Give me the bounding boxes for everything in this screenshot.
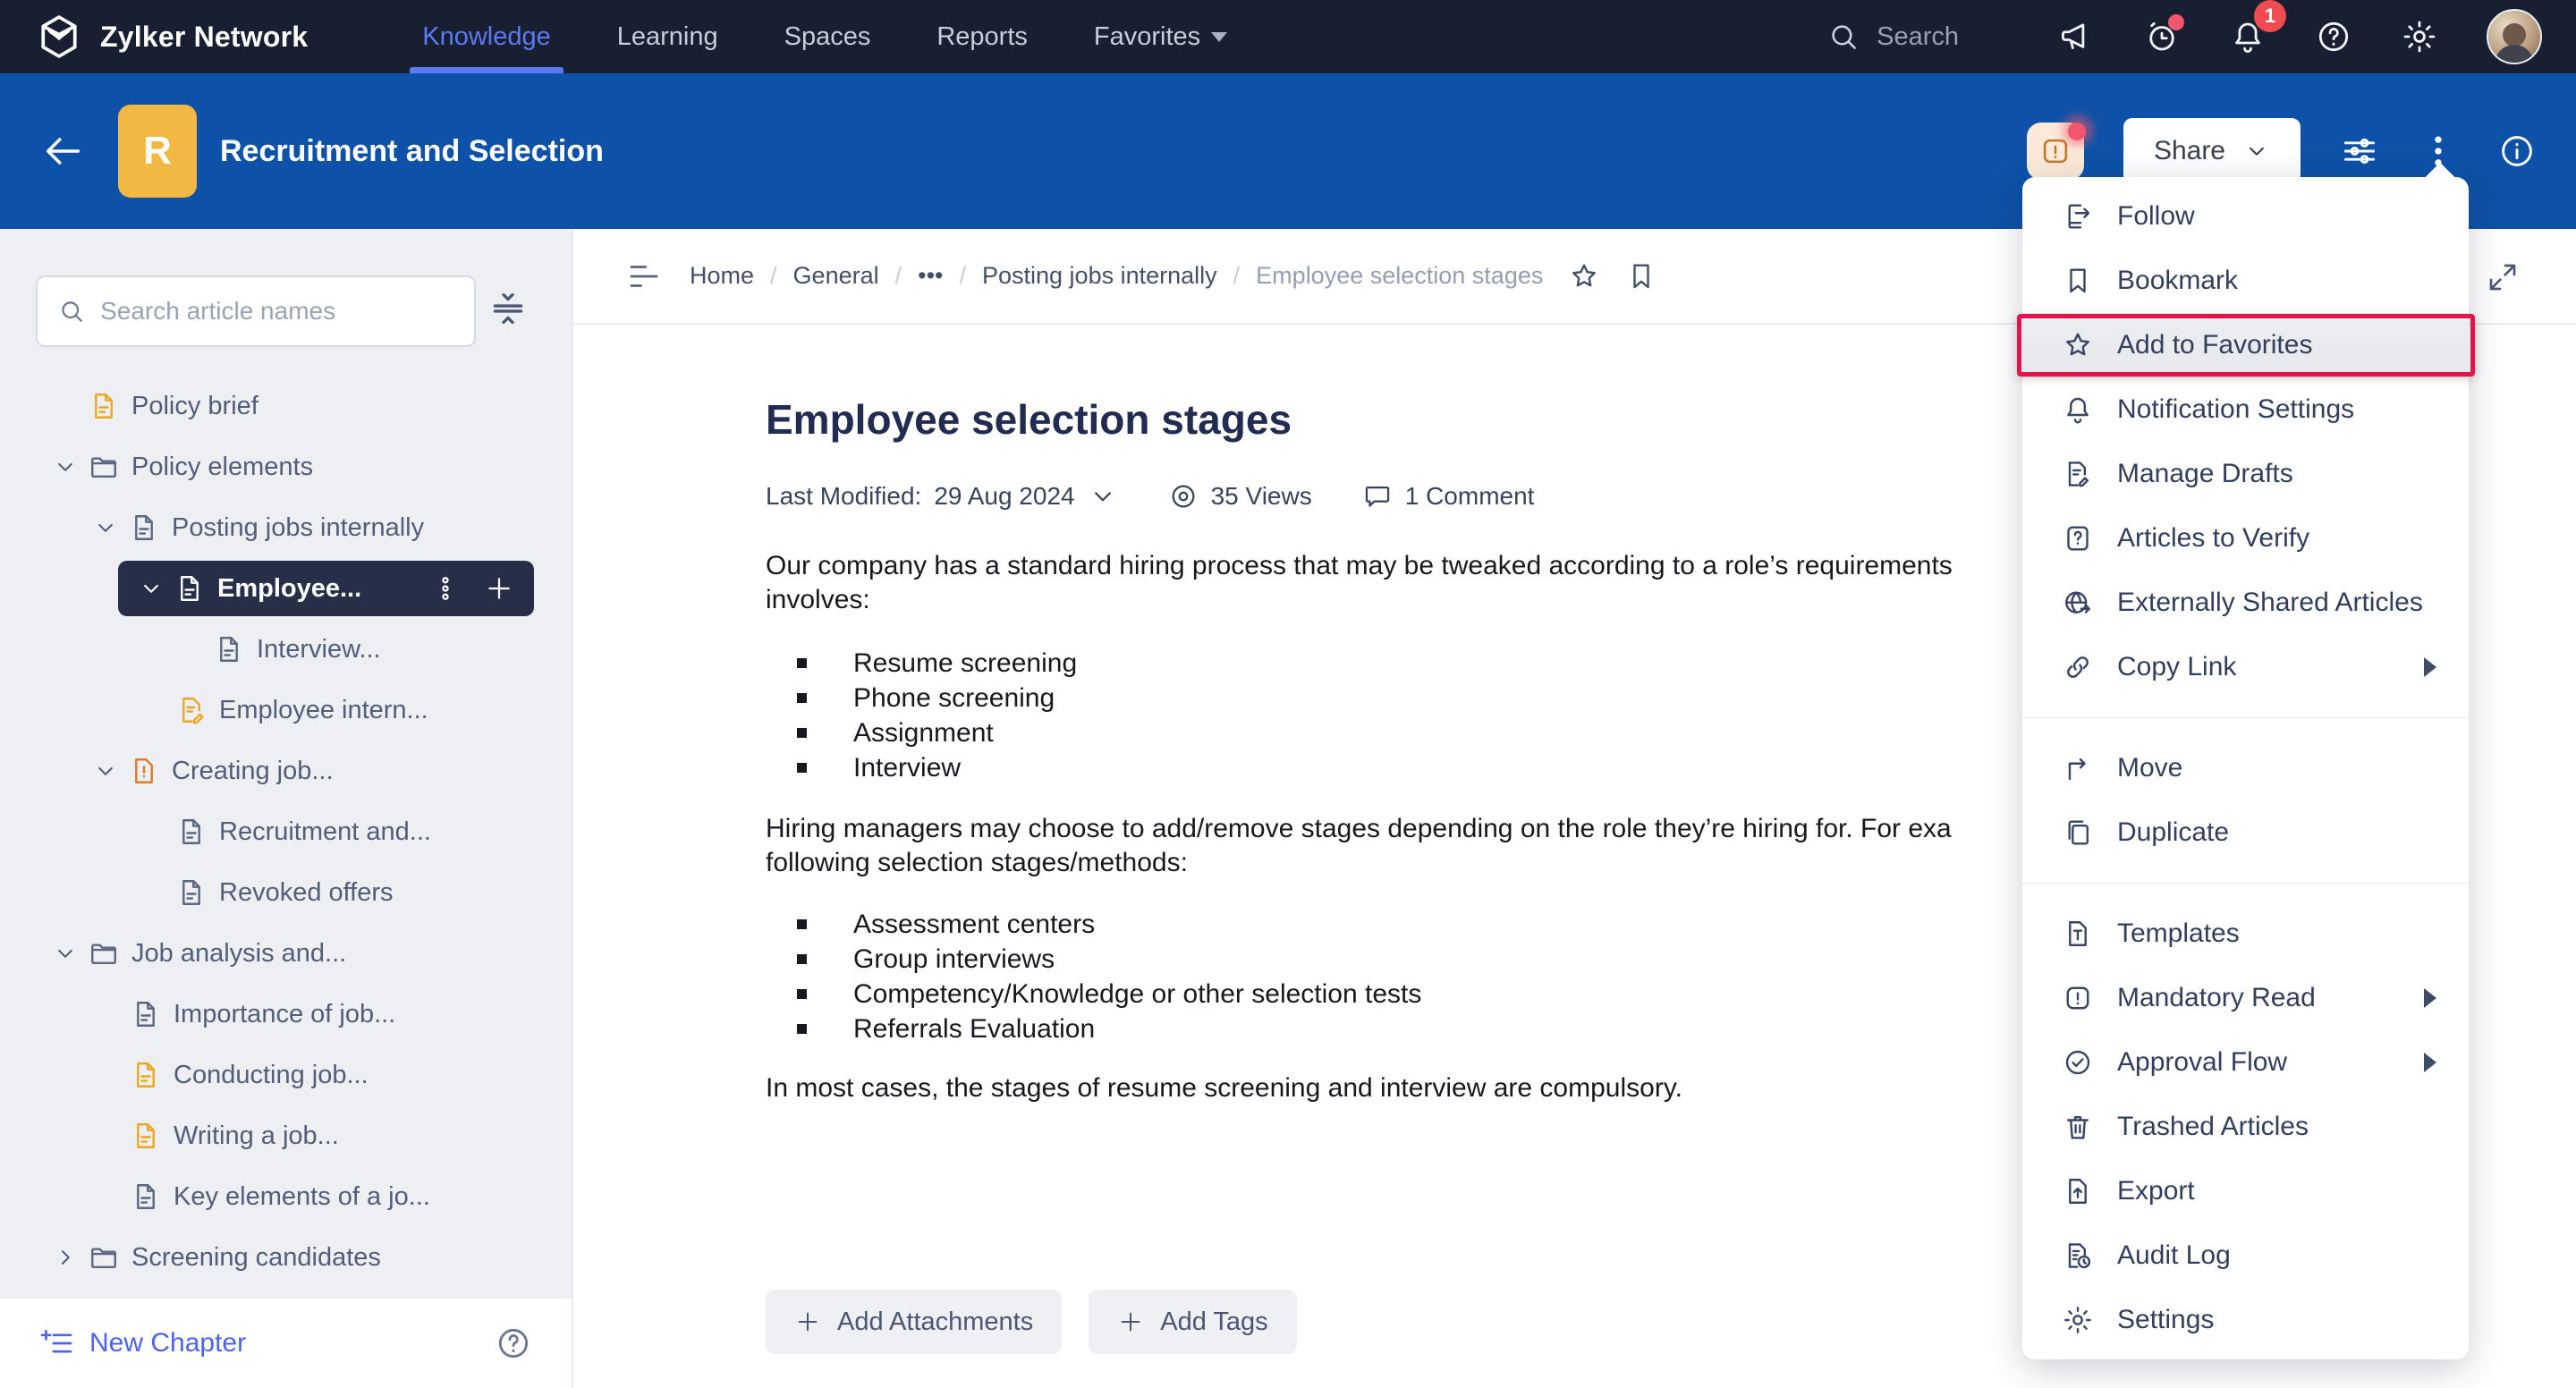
tree-item-label: Importance of job... [174,999,396,1028]
bullet-list [766,646,1077,785]
trash-icon [2062,1111,2094,1143]
add-article-icon[interactable] [484,573,514,604]
menu-item-articles-to-verify[interactable] [2022,506,2469,571]
breadcrumb [690,262,1543,290]
notification-count-badge: 1 [2254,0,2286,32]
gear-icon[interactable] [2401,18,2438,55]
menu-item-follow[interactable] [2022,184,2469,249]
nav-item-label: Spaces [784,21,871,51]
tree-item-screening-candidates[interactable] [0,1227,572,1288]
new-chapter-icon [39,1325,75,1361]
breadcrumb-item[interactable]: Home [690,262,755,289]
add-attachments-button[interactable]: Add Attachments [766,1290,1062,1354]
menu-item-copy-link[interactable] [2022,635,2469,699]
menu-item-label: Export [2117,1176,2195,1206]
paragraph: Our company has a standard hiring process that may be tweaked according to a role’s requirements involves: [766,551,1953,614]
plus-icon [794,1308,821,1335]
breadcrumb-item: Employee selection stages [1256,262,1544,289]
submenu-arrow-icon [2424,1053,2436,1072]
breadcrumb-separator: / [770,262,777,289]
submenu-arrow-icon [2424,988,2436,1008]
tree-item-posting-jobs-internally[interactable] [0,497,572,558]
kebab-menu-icon[interactable] [430,573,461,604]
menu-item-approval-flow[interactable] [2022,1030,2469,1095]
tree-item-employee-intern-[interactable] [0,680,572,741]
tree-item-label: Recruitment and... [219,817,431,846]
last-modified-label: Last Modified: [766,482,922,510]
bullet-item: Phone screening [766,681,1077,715]
nav-item-knowledge[interactable] [422,0,551,73]
menu-item-audit-log[interactable] [2022,1223,2469,1288]
brand-name: Zylker Network [100,20,309,53]
menu-item-notification-settings[interactable] [2022,377,2469,442]
tree-item-label: Policy brief [131,391,258,420]
menu-divider [2022,883,2469,884]
bell-icon[interactable] [2229,4,2276,55]
article-tree-sidebar [0,229,572,1388]
tree-item-writing-a-job-[interactable] [0,1105,572,1166]
global-search[interactable] [1826,20,1959,54]
chevron-down-icon[interactable] [138,575,165,602]
menu-item-label: Copy Link [2117,652,2237,681]
tree-item-selected[interactable] [118,561,534,616]
menu-item-label: Audit Log [2117,1240,2231,1270]
sliders-icon[interactable] [2340,131,2379,171]
alert-badge-icon[interactable] [2027,123,2084,180]
articles-to-verify-icon [2062,522,2094,554]
menu-divider [2022,717,2469,718]
tree-item-label: Screening candidates [131,1242,381,1272]
add-tags-button[interactable]: Add Tags [1089,1290,1296,1354]
plus-icon [1117,1308,1144,1335]
templates-icon [2062,918,2094,950]
primary-nav [422,0,1227,73]
breadcrumb-ellipsis[interactable]: ••• [918,262,944,289]
tree-item-conducting-job-[interactable] [0,1045,572,1105]
doc-icon [175,876,208,909]
views-count [1168,481,1312,512]
tree-item-job-analysis-and-[interactable] [0,923,572,984]
menu-item-label: Approval Flow [2117,1047,2288,1077]
duplicate-icon [2062,817,2094,849]
navbar-actions [2057,4,2576,64]
toc-lines-icon[interactable] [625,258,663,295]
tree-item-recruitment-and-[interactable] [0,801,572,862]
tree-item-policy-brief[interactable] [0,376,572,436]
tree-item-actions [430,573,514,604]
chevron-right-icon[interactable] [52,1244,79,1271]
space-header-actions [2027,118,2576,184]
chevron-down-icon [2243,138,2270,165]
article-title: Employee selection stages [766,396,1292,443]
breadcrumb-separator: / [959,262,966,289]
mandatory-read-icon [2062,982,2094,1014]
tree-item-policy-elements[interactable] [0,436,572,497]
tree-item-employee-[interactable] [0,558,572,619]
doc-icon [174,572,206,605]
views-icon [1168,481,1199,512]
move-icon [2062,752,2094,784]
menu-item-move[interactable] [2022,736,2469,800]
tree-item-label: Policy elements [131,452,314,481]
breadcrumb-separator: / [1233,262,1241,289]
folder-icon [88,937,120,969]
last-modified[interactable] [766,481,1118,512]
folder-icon [88,1241,120,1274]
paragraph: In most cases, the stages of resume screening and interview are compulsory. [766,1073,1682,1103]
menu-item-label: Add to Favorites [2117,330,2313,360]
menu-item-trashed-articles[interactable] [2022,1095,2469,1159]
help-icon[interactable] [2315,18,2352,55]
search-icon [1826,20,1860,54]
bullet-item: Assignment [766,715,1077,750]
menu-item-manage-drafts[interactable] [2022,442,2469,506]
expand-icon[interactable] [2485,259,2521,295]
brand[interactable] [0,12,308,62]
bullet-item: Competency/Knowledge or other selection tests [766,977,1421,1011]
tree-item-creating-job-[interactable] [0,741,572,801]
doc-icon [213,633,245,665]
folder-icon [88,451,120,483]
menu-item-export[interactable] [2022,1159,2469,1223]
back-arrow-icon[interactable] [39,128,86,174]
search-icon [57,295,86,327]
tree-item-label: Employee... [217,573,362,603]
comments-label: 1 Comment [1404,482,1535,510]
bell-icon [2062,394,2094,426]
bullet-item: Assessment centers [766,907,1421,942]
comment-icon [1362,481,1393,512]
help-icon[interactable] [495,1325,532,1362]
menu-item-label: Follow [2117,201,2195,231]
comments-count[interactable] [1362,481,1535,512]
tree-item-label: Employee intern... [219,695,428,724]
doc-icon [130,998,162,1030]
megaphone-icon[interactable] [2057,18,2095,55]
menu-item-duplicate[interactable] [2022,800,2469,865]
chevron-down-icon [1088,481,1118,512]
breadcrumb-separator: / [894,262,902,289]
chevron-down-icon[interactable] [92,757,119,784]
bookmark-icon [2062,265,2094,297]
space-initial-badge: R [118,105,197,198]
share-button[interactable] [2123,118,2301,184]
doc-icon [130,1181,162,1213]
caret-down-icon [1211,32,1227,42]
menu-item-add-to-favorites[interactable] [2022,313,2469,377]
doc-icon [130,1059,162,1091]
copy-link-icon [2062,651,2094,683]
bullet-item: Group interviews [766,942,1421,977]
bullet-item: Interview [766,750,1077,785]
manage-drafts-icon [2062,458,2094,490]
user-avatar[interactable] [2487,9,2542,64]
tree-item-label: Job analysis and... [131,938,347,968]
tree-item-label: Posting jobs internally [172,512,425,542]
menu-item-label: Manage Drafts [2117,459,2293,488]
info-icon[interactable] [2497,131,2537,171]
doc-edit-icon [175,694,208,726]
doc-alert-icon [128,755,160,787]
nav-item-spaces[interactable] [784,0,871,73]
bullet-item: Resume screening [766,646,1077,681]
global-search-label: Search [1877,21,1959,51]
views-label: 35 Views [1210,482,1312,510]
tree-item-revoked-offers[interactable] [0,862,572,923]
tree-item-importance-of-job-[interactable] [0,984,572,1045]
article-tree [0,376,572,1288]
approval-flow-icon [2062,1046,2094,1079]
doc-icon [88,390,120,422]
alarm-icon[interactable] [2143,18,2181,55]
star-icon[interactable] [1568,260,1600,292]
last-modified-date: 29 Aug 2024 [934,482,1075,510]
menu-item-label: Articles to Verify [2117,523,2310,553]
zylker-logo-icon [34,12,84,62]
menu-item-bookmark[interactable] [2022,249,2469,313]
menu-item-label: Externally Shared Articles [2117,588,2423,617]
star-icon [2062,329,2094,361]
alert-dot [2068,123,2086,140]
tree-item-label: Writing a job... [174,1121,339,1150]
chevron-down-icon[interactable] [92,514,119,541]
tree-item-key-elements-of-a-jo-[interactable] [0,1166,572,1227]
menu-item-label: Duplicate [2117,817,2230,847]
audit-log-icon [2062,1240,2094,1272]
doc-icon [175,816,208,848]
collapse-all-icon[interactable] [486,286,530,331]
menu-item-externally-shared-articles[interactable] [2022,571,2469,635]
new-chapter-label: New Chapter [89,1328,247,1358]
doc-icon [128,512,160,544]
breadcrumb-item[interactable]: Posting jobs internally [982,262,1217,289]
space-title: Recruitment and Selection [220,133,604,168]
sidebar-search[interactable] [36,275,476,347]
nav-item-learning[interactable] [617,0,718,73]
article-context-menu [2022,177,2469,1359]
menu-item-label: Templates [2117,918,2240,948]
tree-item-interview-[interactable] [0,619,572,680]
nav-item-label: Knowledge [422,21,551,51]
follow-icon [2062,200,2094,233]
share-label: Share [2153,136,2225,165]
sidebar-footer [0,1299,572,1388]
export-icon [2062,1175,2094,1207]
menu-item-label: Trashed Articles [2117,1112,2309,1141]
externally-shared-icon [2062,587,2094,619]
menu-item-label: Mandatory Read [2117,983,2316,1012]
gear-icon [2062,1304,2094,1336]
chevron-down-icon[interactable] [52,940,79,967]
tree-item-label: Conducting job... [174,1060,369,1089]
top-navbar [0,0,2576,73]
menu-item-label: Bookmark [2117,266,2239,295]
menu-item-mandatory-read[interactable] [2022,966,2469,1030]
nav-item-label: Reports [936,21,1028,51]
new-chapter-button[interactable] [39,1325,246,1361]
nav-item-label: Learning [616,21,718,51]
bookmark-icon[interactable] [1625,260,1657,292]
menu-item-label: Settings [2117,1305,2215,1334]
article-meta [766,481,1534,512]
paragraph: Hiring managers may choose to add/remove stages depending on the role they’re hiring for. For exa following selection stages/methods: [766,814,1952,877]
bullet-item: Referrals Evaluation [766,1011,1421,1046]
menu-item-templates[interactable] [2022,901,2469,966]
breadcrumb-item[interactable]: General [792,262,879,289]
menu-item-settings[interactable] [2022,1288,2469,1352]
menu-item-label: Notification Settings [2117,394,2355,424]
tree-item-label: Creating job... [172,756,334,785]
tree-item-label: Interview... [257,634,381,664]
tree-item-label: Key elements of a jo... [174,1181,430,1211]
nav-item-favorites[interactable] [1094,0,1227,73]
nav-item-label: Favorites [1093,21,1201,51]
bullet-list [766,907,1421,1046]
alarm-dot-badge [2168,14,2184,30]
tree-item-label: Revoked offers [219,877,394,907]
doc-icon [130,1120,162,1152]
attachment-actions [766,1290,1297,1354]
nav-item-reports[interactable] [936,0,1028,73]
submenu-arrow-icon [2424,657,2436,677]
sidebar-search-input[interactable] [100,297,454,326]
chevron-down-icon[interactable] [52,453,79,480]
menu-item-label: Move [2117,753,2183,783]
